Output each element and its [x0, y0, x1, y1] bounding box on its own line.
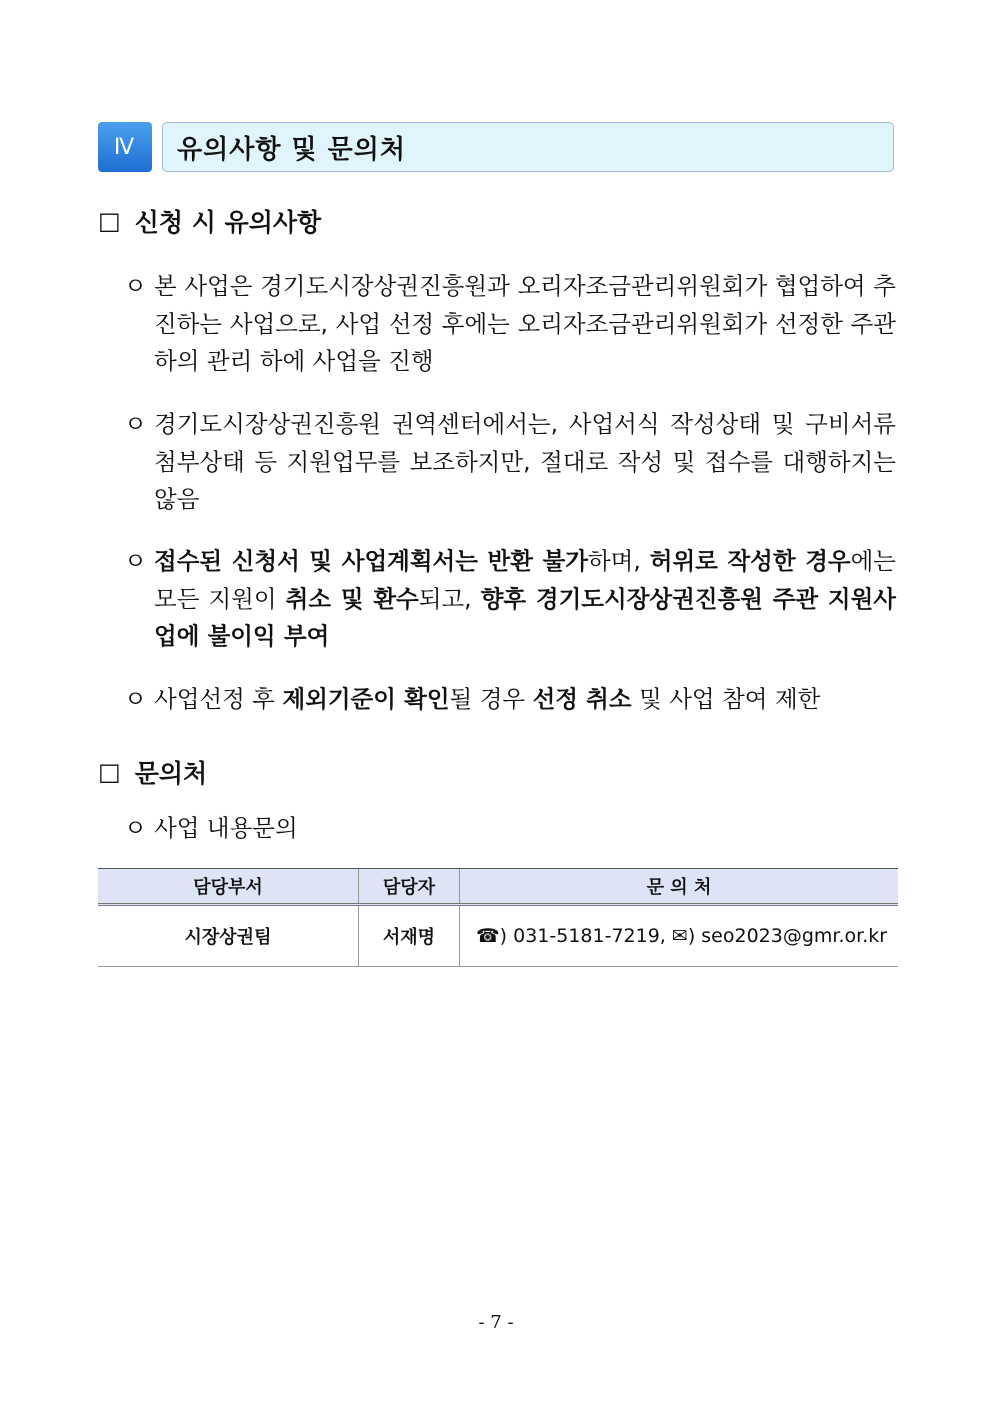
- bullet-text-4: [154, 681, 896, 719]
- section-title: 유의사항 및 문의처: [177, 134, 407, 165]
- emphasis-text: 접수된 신청서 및 사업계획서는 반환 불가: [154, 547, 588, 575]
- person-cell: 서재명: [359, 905, 460, 967]
- bullet-item-2: [124, 406, 896, 519]
- subheading-contact-title: 문의처: [134, 759, 208, 788]
- table-header-row: [98, 869, 898, 905]
- bullet-marker: ㅇ: [124, 685, 147, 713]
- subheading-notes: [98, 203, 321, 239]
- bullet-item-1: [124, 268, 896, 381]
- emphasis-text: 선정 취소: [532, 685, 632, 713]
- bullet-text-2: 경기도시장상권진흥원 권역센터에서는, 사업서식 작성상태 및 구비서류 첨부상태 등 지원업무를 보조하지만, 절대로 작성 및 접수를 대행하지는 않음: [154, 410, 896, 513]
- plain-text: 되고,: [418, 584, 481, 613]
- plain-text: 하며,: [587, 547, 650, 575]
- mail-icon: ✉: [671, 925, 688, 947]
- contact-table: [98, 868, 898, 967]
- plain-text: 에는 모든 지원이: [154, 547, 897, 613]
- section-title-box: [162, 122, 894, 172]
- page-number: - 7 -: [478, 1312, 514, 1333]
- bullet-item-3: [124, 543, 896, 656]
- column-header: 담당자: [359, 869, 460, 905]
- bullet-marker: ㅇ: [124, 410, 147, 438]
- section-number-badge: Ⅳ: [98, 122, 152, 172]
- bullet-text-3: [154, 543, 896, 656]
- bullet-text-1: 본 사업은 경기도시장상권진흥원과 오리자조금관리위원회가 협업하여 추진하는 사업으로, 사업 선정 후에는 오리자조금관리위원회가 선정한 주관하의 관리 하에 사업을 진행: [154, 272, 896, 375]
- subheading-contact: [98, 754, 207, 790]
- bullet-marker: ㅇ: [124, 272, 147, 300]
- section-header: [98, 122, 894, 172]
- emphasis-text: 향후 경기도시장상권진흥원 주관 지원사업에 불이익 부여: [154, 584, 897, 650]
- bullet-item-4: [124, 681, 896, 719]
- bullet-marker: ㅇ: [124, 547, 147, 575]
- table-row: [98, 905, 898, 967]
- bullet-item-inquiry: [124, 810, 896, 848]
- emphasis-text: 허위로 작성한 경우: [649, 547, 851, 575]
- plain-text: 및 사업 참여 제한: [631, 685, 821, 713]
- checkbox-square-icon: □: [98, 758, 121, 786]
- email-address[interactable]: ) seo2023@gmr.or.kr: [687, 925, 888, 947]
- plain-text: 될 경우: [449, 685, 533, 713]
- emphasis-text: 제외기준이 확인: [282, 685, 450, 713]
- inquiry-text: 사업 내용문의: [154, 814, 298, 842]
- plain-text: 사업선정 후: [154, 685, 283, 713]
- column-header: 문 의 처: [460, 869, 899, 905]
- subheading-notes-title: 신청 시 유의사항: [134, 208, 322, 237]
- phone-number: ) 031-5181-7219,: [499, 925, 666, 947]
- bullet-marker: ㅇ: [124, 814, 147, 842]
- phone-icon: ☎: [476, 925, 500, 947]
- checkbox-square-icon: □: [98, 207, 121, 235]
- contact-cell: [460, 905, 899, 967]
- emphasis-text: 취소 및 환수: [285, 584, 419, 613]
- dept-cell: 시장상권팀: [98, 905, 359, 967]
- column-header: 담당부서: [98, 869, 359, 905]
